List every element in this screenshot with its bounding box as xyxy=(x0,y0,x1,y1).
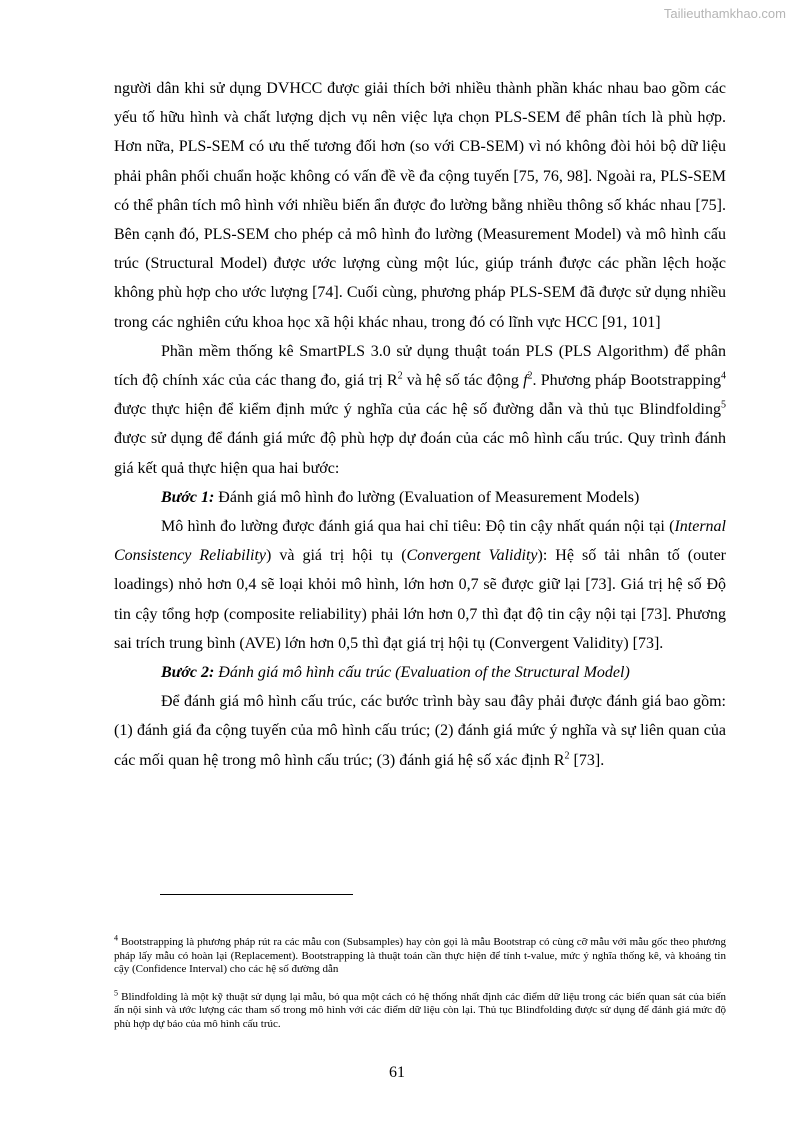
footnote-ref-4: 4 xyxy=(721,370,727,382)
paragraph-3: Mô hình đo lường được đánh giá qua hai chỉ tiêu: Độ tin cậy nhất quán nội tại (Internal Consistency Reliability) và giá trị hội tụ (Convergent Validity): Hệ số tải nhân tố (outer loadings) nhỏ hơn 0,4 sẽ loại khỏi mô hình, lớn hơn 0,7 sẽ được giữ lại [73]. Giá trị hệ số Độ tin cậy tổng hợp (composite reliability) phải lớn hơn 0,7 thì đạt độ tin cậy nội tại [73]. Phương sai trích trung bình (AVE) lớn hơn 0,5 thì đạt giá trị hội tụ (Convergent Validity) [73]. xyxy=(114,518,727,652)
page-number: 61 xyxy=(389,1064,405,1081)
footnote-separator xyxy=(160,894,353,895)
step-2-heading: Bước 2: Đánh giá mô hình cấu trúc (Evaluation of the Structural Model) xyxy=(161,664,630,682)
footnotes xyxy=(114,933,726,1046)
paragraph-2: Phần mềm thống kê SmartPLS 3.0 sử dụng thuật toán PLS (PLS Algorithm) để phân tích độ chính xác của các thang đo, giá trị $R^2$ và hệ số tác động $f^2$. Phương pháp Bootstrapping$^4$ được thực hiện để kiểm định mức ý nghĩa của các hệ số đường dẫn và thủ tục Blindfolding$^5$ được sử dụng để đánh giá mức độ phù hợp dự đoán của các mô hình cấu trúc. Quy trình đánh giá kết quả thực hiện qua hai bước: xyxy=(114,342,727,477)
footnote-ref-5: 5 xyxy=(721,399,726,411)
footnote-5: $^5$ Blindfolding là một kỹ thuật sử dụng lại mẫu, bỏ qua một cách có hệ thống nhất định các điểm dữ liệu trong các biến quan sát của biến ẩn nội sinh và ước lượng các tham số trong mô hình với các điểm dữ liệu còn lại. Thủ tục Blindfolding được sử dụng để đánh giá mức độ phù hợp dự báo của mô hình cấu trúc. xyxy=(114,988,726,1030)
step-1-heading: Bước 1: Đánh giá mô hình đo lường (Evaluation of Measurement Models) xyxy=(161,488,640,506)
paragraph-1: người dân khi sử dụng DVHCC được giải thích bởi nhiều thành phần khác nhau bao gồm các yếu tố hữu hình và chất lượng dịch vụ nên việc lựa chọn PLS-SEM để phân tích là phù hợp. Hơn nữa, PLS-SEM có ưu thế tương đối hơn (so với CB-SEM) vì nó không đòi hỏi bộ dữ liệu phải phân phối chuẩn hoặc không có vấn đề về đa cộng tuyến [75, 76, 98]. Ngoài ra, PLS-SEM có thể phân tích mô hình với nhiều biến ẩn được đo lường bằng nhiều thông số khác nhau [75]. Bên cạnh đó, PLS-SEM cho phép cả mô hình đo lường (Measurement Model) và mô hình cấu trúc (Structural Model) được ước lượng cùng một lúc, giúp tránh được các phần lệch hoặc không phù hợp cho ước lượng [74]. Cuối cùng, phương pháp PLS-SEM đã được sử dụng nhiều trong các nghiên cứu khoa học xã hội khác nhau, trong đó có lĩnh vực HCC [91, 101] xyxy=(114,80,726,331)
paragraph-4: Để đánh giá mô hình cấu trúc, các bước trình bày sau đây phải được đánh giá bao gồm: (1) đánh giá đa cộng tuyến của mô hình cấu trúc; (2) đánh giá mức ý nghĩa và sự liên quan của các mối quan hệ trong mô hình cấu trúc; (3) đánh giá hệ số xác định $R^2$ [73]. xyxy=(114,693,726,769)
footnote-4: $^4$ Bootstrapping là phương pháp rút ra các mẫu con (Subsamples) hay còn gọi là mẫu Bootstrap có cùng cỡ mẫu với mẫu gốc theo phương pháp lấy mẫu có hoàn lại (Replacement). Bootstrapping là thuật toán cần thực hiện để tính t-value, mức ý nghĩa thống kê, và khoảng tin cậy (Confidence Interval) cho các hệ số đường dẫn xyxy=(114,933,726,976)
body-text xyxy=(114,74,726,775)
watermark: Tailieuthamkhao.com xyxy=(663,6,786,21)
